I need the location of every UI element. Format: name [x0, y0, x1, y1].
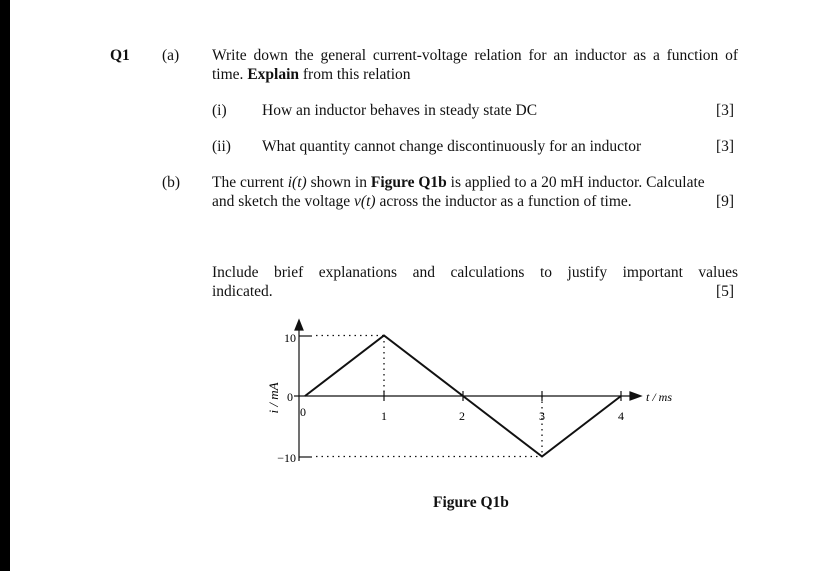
part-b-line-2	[212, 192, 632, 211]
part-a-line-2-end: from this relation	[299, 66, 411, 83]
sub-ii-label: (ii)	[212, 138, 231, 155]
y-tick-label-0: 0	[287, 390, 293, 404]
part-b-label: (b)	[162, 174, 181, 191]
y-axis-arrow	[295, 320, 303, 330]
x-tick-label-4: 4	[618, 409, 624, 423]
part-a-line-2	[212, 65, 411, 84]
part-b-line-1-a: The current	[212, 174, 288, 191]
sub-ii-text: What quantity cannot change discontinuously for an inductor	[262, 138, 642, 155]
y-tick-label-neg10: −10	[277, 451, 296, 465]
figure-caption: Figure Q1b	[433, 494, 509, 511]
sub-i-marks: [3]	[716, 102, 735, 119]
current-symbol: i(t)	[287, 174, 307, 191]
part-b-line-2-b: across the inductor as a function of time.	[375, 193, 632, 210]
figure-ref-bold: Figure Q1b	[370, 174, 447, 191]
x-axis-label: t / ms	[646, 390, 673, 404]
part-a-line-1: Write down the general current-voltage relation for an inductor as a function of	[212, 47, 738, 64]
part-b-line-2-a: and sketch the voltage	[212, 193, 355, 210]
exam-page	[10, 0, 824, 571]
part-a-label: (a)	[162, 47, 180, 64]
y-axis-label: i / mA	[266, 382, 281, 414]
extra-line-1: Include brief explanations and calculations to justify important values	[212, 264, 738, 281]
part-b-line-1-b: shown in	[306, 174, 371, 191]
sub-i-text: How an inductor behaves in steady state DC	[262, 102, 538, 119]
figure-q1b-chart	[250, 316, 750, 496]
explain-bold: Explain	[247, 66, 300, 83]
x-axis-arrow	[630, 392, 641, 400]
x-origin-label: 0	[300, 405, 306, 419]
x-tick-label-2: 2	[459, 409, 465, 423]
extra-line-2: indicated.	[212, 283, 273, 300]
y-tick-label-10: 10	[284, 331, 296, 345]
voltage-symbol: v(t)	[354, 193, 376, 210]
x-tick-label-3: 3	[539, 409, 545, 423]
part-b-line-1	[212, 173, 705, 192]
question-number: Q1	[110, 47, 130, 64]
part-b-line-1-c: is applied to a 20 mH inductor. Calculate	[446, 174, 705, 191]
extra-marks: [5]	[716, 283, 735, 300]
part-b-marks: [9]	[716, 193, 735, 210]
sub-i-label: (i)	[212, 102, 227, 119]
sub-ii-marks: [3]	[716, 138, 735, 155]
x-tick-label-1: 1	[381, 409, 387, 423]
part-a-line-2-start: time.	[212, 66, 248, 83]
